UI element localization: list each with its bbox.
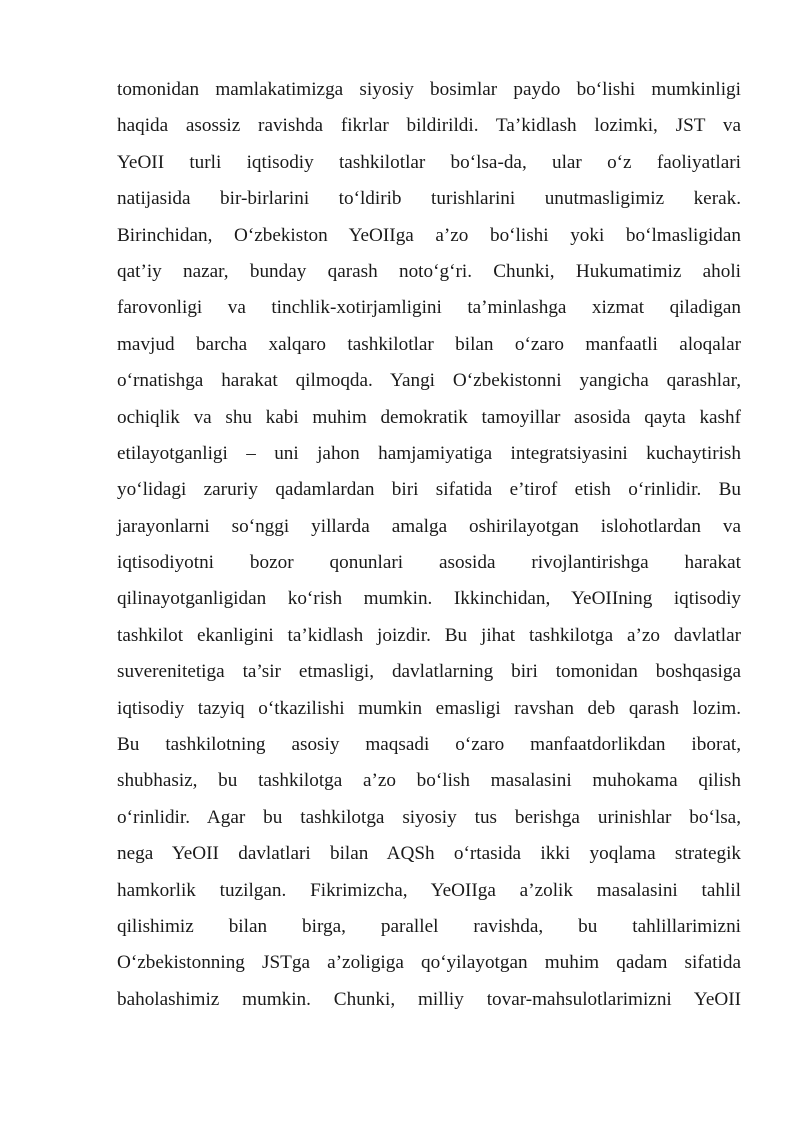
text-line: o‘rinlidir. Agar bu tashkilotga siyosiy tus berishga urinishlar bo‘lsa,: [117, 806, 741, 828]
text-line: O‘zbekistonning JSTga a’zoligiga qo‘yilayotgan muhim qadam sifatida: [117, 952, 741, 974]
text-line: farovonligi va tinchlik-xotirjamligini ta’minlashga xizmat qiladigan: [117, 297, 741, 319]
text-line: o‘rnatishga harakat qilmoqda. Yangi O‘zbekistonni yangicha qarashlar,: [117, 370, 741, 392]
text-line: iqtisodiyotni bozor qonunlari asosida rivojlantirishga harakat: [117, 552, 741, 574]
text-line: suverenitetiga ta’sir etmasligi, davlatlarning biri tomonidan boshqasiga: [117, 661, 741, 683]
text-line: Bu tashkilotning asosiy maqsadi o‘zaro manfaatdorlikdan iborat,: [117, 734, 741, 756]
text-line: etilayotganligi – uni jahon hamjamiyatiga integratsiyasini kuchaytirish: [117, 442, 741, 464]
text-line: shubhasiz, bu tashkilotga a’zo bo‘lish masalasini muhokama qilish: [117, 770, 741, 792]
text-line: Birinchidan, O‘zbekiston YeOIIga a’zo bo‘lishi yoki bo‘lmasligidan: [117, 224, 741, 246]
body-text: [117, 72, 741, 1018]
text-line: jarayonlarni so‘nggi yillarda amalga oshirilayotgan islohotlardan va: [117, 515, 741, 537]
text-line: iqtisodiy tazyiq o‘tkazilishi mumkin emasligi ravshan deb qarash lozim.: [117, 697, 741, 719]
text-line: qilinayotganligidan ko‘rish mumkin. Ikkinchidan, YeOIIning iqtisodiy: [117, 588, 741, 610]
text-line: mavjud barcha xalqaro tashkilotlar bilan o‘zaro manfaatli aloqalar: [117, 333, 741, 355]
text-line: qilishimiz bilan birga, parallel ravishda, bu tahlillarimizni: [117, 915, 741, 937]
text-line: YeOII turli iqtisodiy tashkilotlar bo‘lsa-da, ular o‘z faoliyatlari: [117, 151, 741, 173]
text-line: natijasida bir-birlarini to‘ldirib turishlarini unutmasligimiz kerak.: [117, 188, 741, 210]
text-line: tashkilot ekanligini ta’kidlash joizdir. Bu jihat tashkilotga a’zo davlatlar: [117, 624, 741, 646]
text-line: yo‘lidagi zaruriy qadamlardan biri sifatida e’tirof etish o‘rinlidir. Bu: [117, 479, 741, 501]
text-line: ochiqlik va shu kabi muhim demokratik tamoyillar asosida qayta kashf: [117, 406, 741, 428]
text-line: haqida asossiz ravishda fikrlar bildirildi. Ta’kidlash lozimki, JST va: [117, 115, 741, 137]
text-line: hamkorlik tuzilgan. Fikrimizcha, YeOIIga a’zolik masalasini tahlil: [117, 879, 741, 901]
text-line: nega YeOII davlatlari bilan AQSh o‘rtasida ikki yoqlama strategik: [117, 843, 741, 865]
text-line: baholashimiz mumkin. Chunki, milliy tovar-mahsulotlarimizni YeOII: [117, 988, 741, 1010]
text-line: tomonidan mamlakatimizga siyosiy bosimlar paydo bo‘lishi mumkinligi: [117, 79, 741, 100]
text-line: qat’iy nazar, bunday qarash noto‘g‘ri. Chunki, Hukumatimiz aholi: [117, 260, 741, 282]
